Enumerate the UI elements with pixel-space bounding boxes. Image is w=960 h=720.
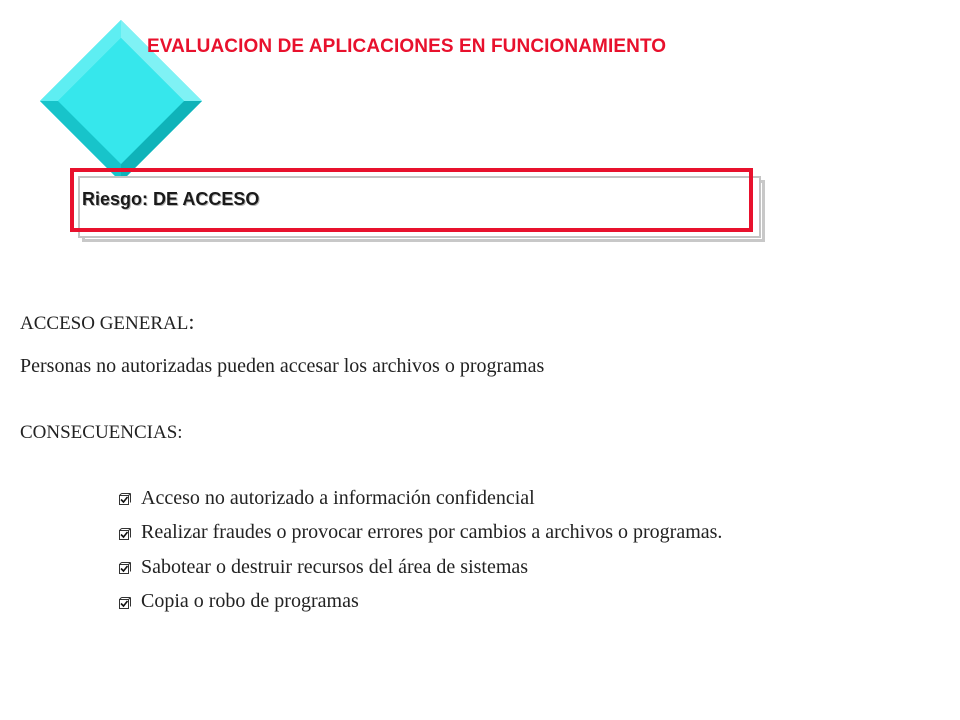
list-item xyxy=(116,516,722,551)
risk-label: Riesgo: DE ACCESO xyxy=(82,189,260,209)
list-item-text: Copia o robo de programas xyxy=(141,590,359,613)
list-item xyxy=(116,481,722,516)
checkbox-bullet-icon xyxy=(116,594,132,610)
list-item-text: Acceso no autorizado a información confidencial xyxy=(141,486,535,509)
section-heading-general-colon: : xyxy=(188,309,195,334)
checkbox-bullet-icon xyxy=(116,490,132,506)
section-heading-general xyxy=(20,309,195,335)
checkbox-bullet-icon xyxy=(116,559,132,575)
page-title: EVALUACION DE APLICACIONES EN FUNCIONAMIENTO xyxy=(147,36,667,57)
section-heading-consequences: CONSECUENCIAS: xyxy=(20,422,183,443)
list-item-text: Sabotear o destruir recursos del área de sistemas xyxy=(141,555,529,578)
section-heading-general-text: ACCESO GENERAL xyxy=(20,313,189,334)
checkbox-bullet-icon xyxy=(116,525,132,541)
general-description: Personas no autorizadas pueden accesar los archivos o programas xyxy=(20,355,545,377)
list-item xyxy=(116,585,722,620)
consequences-list xyxy=(116,481,722,619)
list-item xyxy=(116,550,722,585)
list-item-text: Realizar fraudes o provocar errores por cambios a archivos o programas. xyxy=(141,521,723,544)
